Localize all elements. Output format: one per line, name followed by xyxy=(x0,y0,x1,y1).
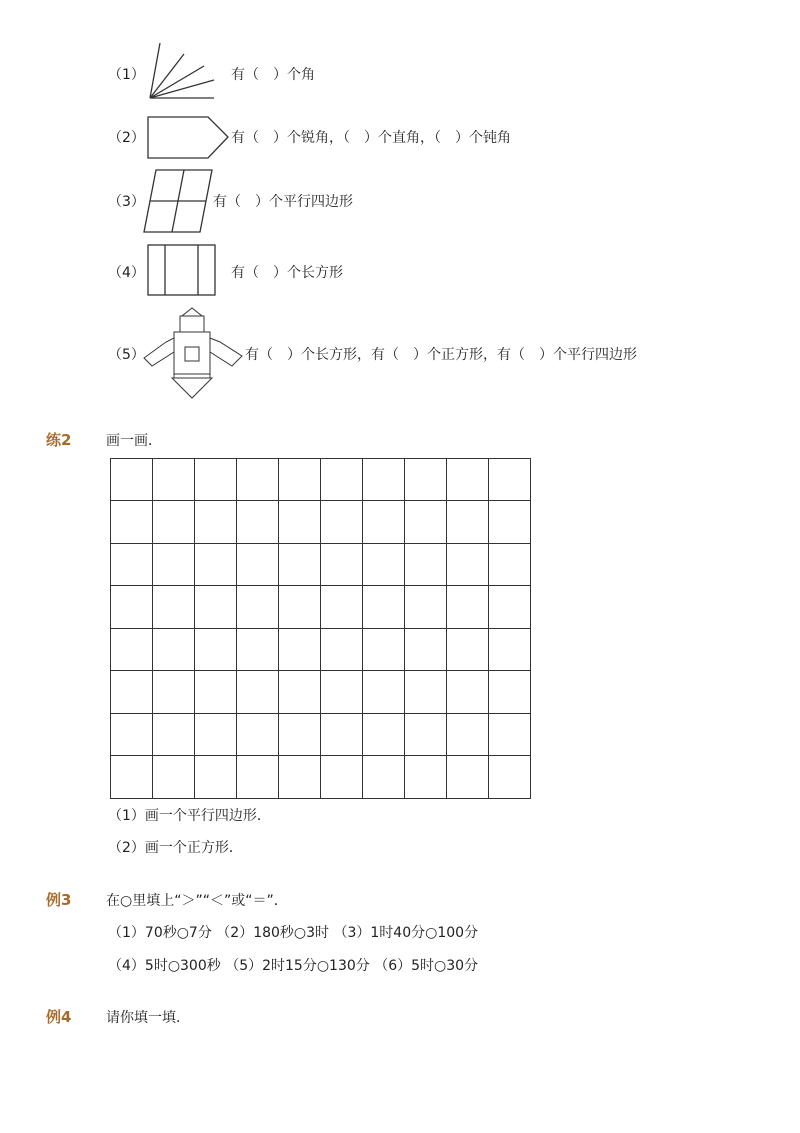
question-1-number: （1） xyxy=(108,67,145,83)
question-3-text: 有（ ）个平行四边形 xyxy=(213,194,353,210)
example-3-row-2: （4）5时○300秒 （5）2时15分○130分 （6）5时○30分 xyxy=(108,958,479,974)
practice-2-title: 画一画． xyxy=(106,433,162,449)
robot-figure xyxy=(142,306,246,402)
question-5-number: （5） xyxy=(108,347,145,363)
rectangle-figure xyxy=(146,243,218,297)
parallelogram-figure xyxy=(142,168,216,236)
practice-2-item-1: （1）画一个平行四边形． xyxy=(108,808,271,824)
question-2-text: 有（ ）个锐角，（ ）个直角，（ ）个钝角 xyxy=(231,130,511,146)
example-3-title: 在○里填上“＞”“＜”或“＝”． xyxy=(106,893,288,909)
question-2-number: （2） xyxy=(108,130,145,146)
practice-2-item-2: （2）画一个正方形． xyxy=(108,840,243,856)
practice-2-label: 练2 xyxy=(46,431,72,449)
angles-figure xyxy=(146,40,218,102)
example-4-title: 请你填一填． xyxy=(106,1010,190,1026)
drawing-grid[interactable] xyxy=(110,458,532,800)
question-4-number: （4） xyxy=(108,265,145,281)
question-1-text: 有（ ）个角 xyxy=(231,67,315,83)
example-3-label: 例3 xyxy=(46,891,72,909)
question-4-text: 有（ ）个长方形 xyxy=(231,265,343,281)
question-5-text: 有（ ）个长方形，有（ ）个正方形，有（ ）个平行四边形 xyxy=(245,347,637,363)
pentagon-figure xyxy=(146,115,232,161)
question-3-number: （3） xyxy=(108,194,145,210)
example-4-label: 例4 xyxy=(46,1008,72,1026)
example-3-row-1: （1）70秒○7分 （2）180秒○3时 （3）1时40分○100分 xyxy=(108,925,479,941)
